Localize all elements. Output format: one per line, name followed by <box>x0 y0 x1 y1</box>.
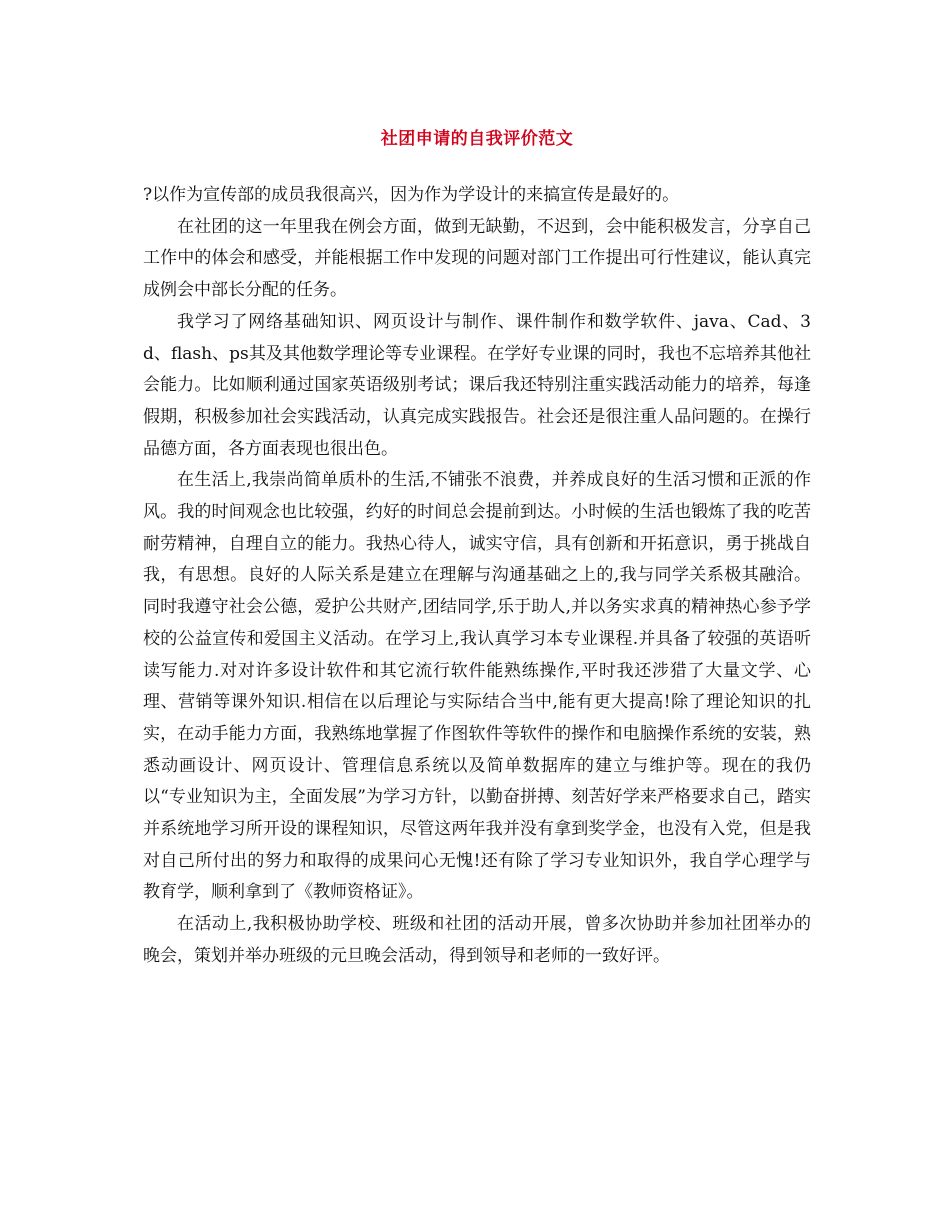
document-title: 社团申请的自我评价范文 <box>380 129 574 149</box>
paragraph-meetings: 在社团的这一年里我在例会方面，做到无缺勤，不迟到，会中能积极发言，分享自己工作中的体会和感受，并能根据工作中发现的问题对部门工作提出可行性建议，能认真完成例会中部长分配的任务。 <box>143 216 811 301</box>
document-body <box>143 180 811 973</box>
paragraph-intro: ?以作为宣传部的成员我很高兴，因为作为学设计的来搞宣传是最好的。 <box>143 185 680 205</box>
paragraph-study: 我学习了网络基础知识、网页设计与制作、课件制作和数学软件、java、Cad、3d、flash、ps其及其他数学理论等专业课程。在学好专业课的同时，我也不忘培养其他社会能力。比如顺利通过国家英语级别考试；课后我还特别注重实践活动能力的培养，每逢假期，积极参加社会实践活动，认真完成实践报告。社会还是很注重人品问题的。在操行品德方面，各方面表现也很出色。 <box>143 311 811 459</box>
paragraph-life: 在生活上,我崇尚简单质朴的生活,不铺张不浪费，并养成良好的生活习惯和正派的作风。我的时间观念也比较强，约好的时间总会提前到达。小时候的生活也锻炼了我的吃苦耐劳精神，自理自立的能力。我热心待人，诚实守信，具有创新和开拓意识，勇于挑战自我，有思想。良好的人际关系是建立在理解与沟通基础之上的,我与同学关系极其融洽。同时我遵守社会公德，爱护公共财产,团结同学,乐于助人,并以务实求真的精神热心参予学校的公益宣传和爱国主义活动。在学习上,我认真学习本专业课程.并具备了较强的英语听读写能力.对对许多设计软件和其它流行软件能熟练操作,平时我还涉猎了大量文学、心理、营销等课外知识.相信在以后理论与实际结合当中,能有更大提高!除了理论知识的扎实，在动手能力方面，我熟练地掌握了作图软件等软件的操作和电脑操作系统的安装，熟悉动画设计、网页设计、管理信息系统以及简单数据库的建立与维护等。现在的我仍以“专业知识为主，全面发展”为学习方针，以勤奋拼搏、刻苦好学来严格要求自己，踏实并系统地学习所开设的课程知识，尽管这两年我并没有拿到奖学金，也没有入党，但是我对自己所付出的努力和取得的成果问心无愧!还有除了学习专业知识外，我自学心理学与教育学，顺利拿到了《教师资格证》。 <box>143 470 811 903</box>
paragraph-activities: 在活动上,我积极协助学校、班级和社团的活动开展，曾多次协助并参加社团举办的晚会，策划并举办班级的元旦晚会活动，得到领导和老师的一致好评。 <box>143 914 811 966</box>
